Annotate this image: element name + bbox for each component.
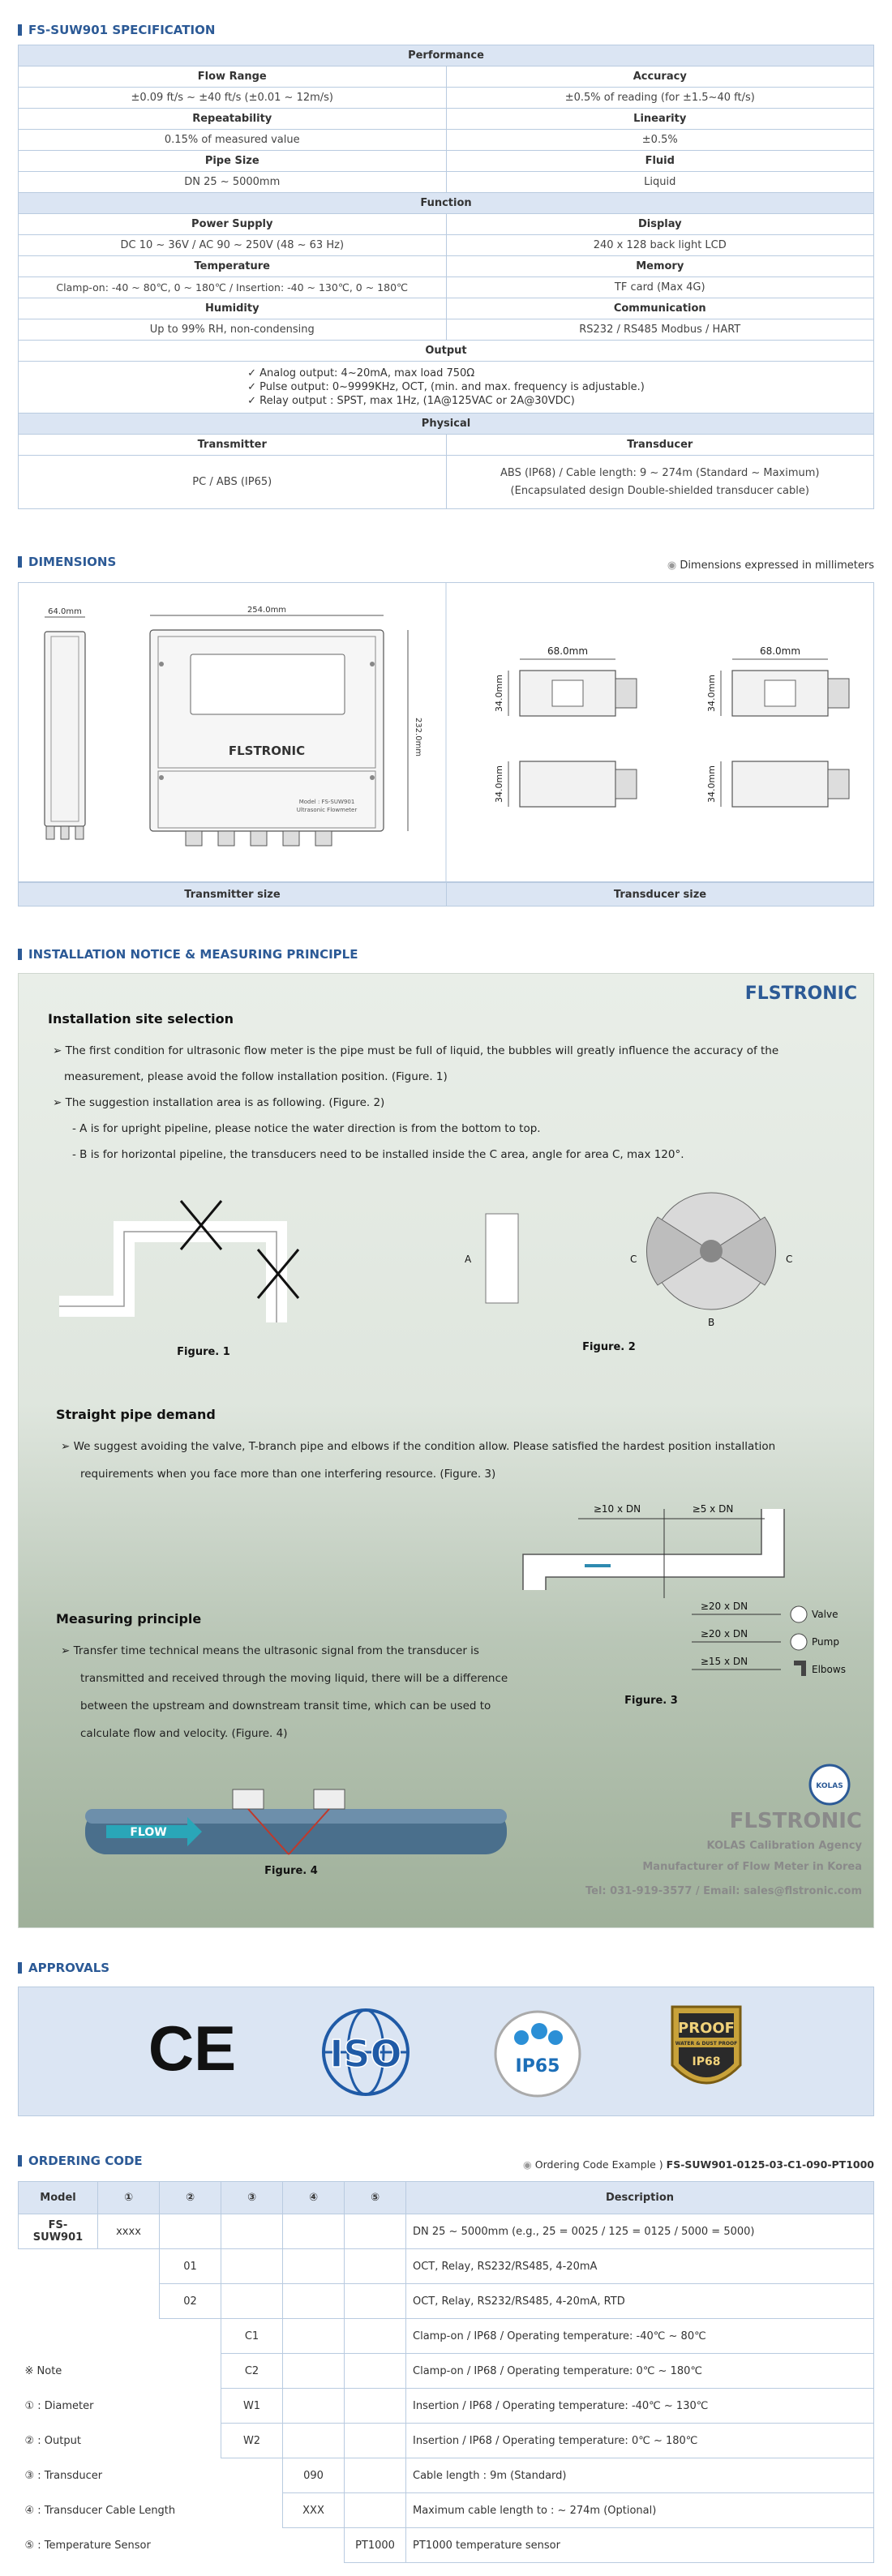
humidity-label: Humidity <box>19 298 447 319</box>
dist-15dn: ≥15 x DN <box>700 1656 748 1667</box>
dist-20dn-b: ≥20 x DN <box>700 1628 748 1639</box>
td-height-label-4: 34.0mm <box>706 765 717 803</box>
td-width-label-1: 68.0mm <box>547 645 589 657</box>
flow-range-value: ±0.09 ft/s ~ ±40 ft/s (±0.01 ~ 12m/s) <box>19 88 447 109</box>
title-bar-icon <box>18 24 22 36</box>
col-3: ③ <box>221 2182 283 2214</box>
performance-header: Performance <box>19 45 874 66</box>
transmitter-label: Transmitter <box>19 435 447 456</box>
display-label: Display <box>446 214 874 235</box>
circle-bullet-icon: ◉ <box>667 559 677 572</box>
desc-cell: PT1000 temperature sensor <box>406 2528 874 2563</box>
code-cell: 090 <box>283 2458 345 2493</box>
desc-cell: Insertion / IP68 / Operating temperature: -40℃ ~ 130℃ <box>406 2389 874 2424</box>
principle-line-2: transmitted and received through the moving liquid, there will be a difference <box>80 1672 508 1685</box>
ce-mark-icon: CE <box>148 2012 237 2084</box>
transmitter-front-view <box>150 615 408 846</box>
spec-section-title <box>18 23 215 37</box>
linearity-label: Linearity <box>446 109 874 130</box>
proof-sub-label: WATER & DUST PROOF <box>675 2041 738 2047</box>
transmitter-side-view <box>45 617 85 839</box>
title-bar-icon <box>18 2155 22 2167</box>
dist-10dn: ≥10 x DN <box>593 1503 641 1515</box>
ordering-table <box>18 2181 874 2563</box>
dimensions-section-title <box>18 555 116 569</box>
power-value: DC 10 ~ 36V / AC 90 ~ 250V (48 ~ 63 Hz) <box>19 235 447 256</box>
table-row <box>19 2319 874 2354</box>
figure-3-caption: Figure. 3 <box>624 1695 678 1707</box>
transmitter-value: PC / ABS (IP65) <box>19 456 447 509</box>
approvals-box <box>18 1987 874 2116</box>
ordering-section-title <box>18 2154 143 2168</box>
site-para-1b: measurement, please avoid the follow installation position. (Figure. 1) <box>64 1070 448 1083</box>
spec-table <box>18 45 874 509</box>
pipe-size-value: DN 25 ~ 5000mm <box>19 172 447 193</box>
dim-height-label: 232.0mm <box>414 717 422 757</box>
memory-label: Memory <box>446 256 874 277</box>
elbows-label: Elbows <box>812 1664 846 1675</box>
desc-cell: Clamp-on / IP68 / Operating temperature: 0℃ ~ 180℃ <box>406 2354 874 2389</box>
install-panel <box>18 973 874 1928</box>
figure-2-drawing <box>486 1193 776 1309</box>
desc-cell: Cable length : 9m (Standard) <box>406 2458 874 2493</box>
title-bar-icon <box>18 949 22 960</box>
figure-3-drawing <box>523 1509 807 1676</box>
table-row <box>19 2214 874 2249</box>
dimensions-title: DIMENSIONS <box>28 555 117 569</box>
note-cable-length: ④ : Transducer Cable Length <box>24 2504 176 2517</box>
td-height-label-3: 34.0mm <box>494 765 504 803</box>
display-value: 240 x 128 back light LCD <box>446 235 874 256</box>
iso-label: ISO <box>329 2032 402 2076</box>
model-cell: FS-SUW901 <box>19 2214 98 2249</box>
table-row <box>19 2493 874 2528</box>
accuracy-value: ±0.5% of reading (for ±1.5~40 ft/s) <box>446 88 874 109</box>
col-2: ② <box>160 2182 221 2214</box>
col-model: Model <box>19 2182 98 2214</box>
ip65-badge-icon <box>495 2012 580 2096</box>
proof-label: PROOF <box>678 2020 735 2037</box>
power-label: Power Supply <box>19 214 447 235</box>
table-row <box>19 2354 874 2389</box>
col-4: ④ <box>283 2182 345 2214</box>
footer-brand: FLSTRONIC <box>729 1809 862 1833</box>
principle-line-4: calculate flow and velocity. (Figure. 4) <box>80 1727 288 1740</box>
td-height-label-1: 34.0mm <box>494 675 504 712</box>
temperature-value: Clamp-on: -40 ~ 80℃, 0 ~ 180℃ / Insertion: -40 ~ 130℃, 0 ~ 180℃ <box>19 277 447 298</box>
table-row <box>19 2389 874 2424</box>
straight-para-1 <box>61 1439 775 1454</box>
principle-line-3: between the upstream and downstream transit time, which can be used to <box>80 1699 491 1712</box>
footer-agency: KOLAS Calibration Agency <box>706 1840 862 1852</box>
ordering-example-label: Ordering Code Example ) <box>534 2158 663 2171</box>
code-cell: 01 <box>160 2249 221 2284</box>
output-list <box>247 363 645 411</box>
pump-label: Pump <box>812 1636 839 1648</box>
arrow-bullet-icon: ➢ <box>53 1044 66 1057</box>
desc-cell: OCT, Relay, RS232/RS485, 4-20mA <box>406 2249 874 2284</box>
figure-2-label-c1: C <box>630 1254 637 1265</box>
note-heading: ※ Note <box>24 2364 62 2377</box>
valve-label: Valve <box>812 1609 838 1620</box>
accuracy-label: Accuracy <box>446 66 874 88</box>
ip65-label: IP65 <box>515 2056 560 2077</box>
code-cell: C1 <box>221 2319 283 2354</box>
table-row <box>19 2249 874 2284</box>
dist-5dn: ≥5 x DN <box>692 1503 734 1515</box>
code-cell: W1 <box>221 2389 283 2424</box>
install-title: INSTALLATION NOTICE & MEASURING PRINCIPLE <box>28 947 358 962</box>
desc-cell: Insertion / IP68 / Operating temperature: 0℃ ~ 180℃ <box>406 2424 874 2458</box>
dim-width-label: 254.0mm <box>247 606 287 615</box>
table-row <box>19 2284 874 2319</box>
fluid-label: Fluid <box>446 151 874 172</box>
transmitter-brand-label: FLSTRONIC <box>228 744 306 758</box>
approvals-section-title <box>18 1961 109 1975</box>
desc-cell: Maximum cable length to : ~ 274m (Optional) <box>406 2493 874 2528</box>
footer-contact: Tel: 031-919-3577 / Email: sales@flstronic.com <box>585 1885 862 1897</box>
humidity-value: Up to 99% RH, non-condensing <box>19 319 447 341</box>
ip68-label: IP68 <box>692 2055 721 2068</box>
figure-2-label-c2: C <box>786 1254 793 1265</box>
transducer-value-cell <box>446 456 874 509</box>
straight-para-1b: requirements when you face more than one interfering resource. (Figure. 3) <box>80 1468 496 1481</box>
install-brand: FLSTRONIC <box>744 984 857 1004</box>
linearity-value: ±0.5% <box>446 130 874 151</box>
transmitter-caption: Transmitter size <box>18 882 447 907</box>
transmitter-model-sub: Ultrasonic Flowmeter <box>296 807 358 813</box>
transducer-caption: Transducer size <box>446 882 874 907</box>
memory-value: TF card (Max 4G) <box>446 277 874 298</box>
col-5: ⑤ <box>345 2182 406 2214</box>
desc-cell: OCT, Relay, RS232/RS485, 4-20mA, RTD <box>406 2284 874 2319</box>
site-para-2-text: The suggestion installation area is as following. (Figure. 2) <box>65 1096 385 1109</box>
output-pulse: ✓ Pulse output: 0~9999KHz, OCT, (min. and max. frequency is adjustable.) <box>247 381 645 393</box>
flow-range-label: Flow Range <box>19 66 447 88</box>
temperature-label: Temperature <box>19 256 447 277</box>
transducer-label: Transducer <box>446 435 874 456</box>
ordering-example-value: FS-SUW901-0125-03-C1-090-PT1000 <box>666 2158 874 2171</box>
title-bar-icon <box>18 1962 22 1974</box>
col-1: ① <box>98 2182 160 2214</box>
note-output: ② : Output <box>24 2434 81 2447</box>
ordering-title: ORDERING CODE <box>28 2154 143 2168</box>
col-description: Description <box>406 2182 874 2214</box>
transducer-value-2: (Encapsulated design Double-shielded transducer cable) <box>510 484 809 497</box>
figure-4-drawing <box>85 1789 507 1854</box>
dist-20dn-a: ≥20 x DN <box>700 1601 748 1612</box>
dimensions-drawing <box>19 583 873 881</box>
code-cell: C2 <box>221 2354 283 2389</box>
output-relay: ✓ Relay output : SPST, max 1Hz, (1A@125VAC or 2A@30VDC) <box>247 395 575 407</box>
arrow-bullet-icon: ➢ <box>61 1440 74 1453</box>
dimensions-note-wrap <box>667 559 874 572</box>
figure-2-label-b: B <box>708 1317 715 1328</box>
figure-1-drawing <box>59 1201 298 1322</box>
physical-header: Physical <box>19 414 874 435</box>
td-width-label-2: 68.0mm <box>759 645 801 657</box>
arrow-bullet-icon: ➢ <box>61 1644 74 1657</box>
note-diameter: ① : Diameter <box>24 2399 94 2412</box>
site-selection-heading: Installation site selection <box>48 1011 234 1027</box>
dimensions-note: Dimensions expressed in millimeters <box>680 559 874 572</box>
circle-bullet-icon: ◉ <box>522 2158 532 2171</box>
td-height-label-2: 34.0mm <box>706 675 717 712</box>
transducer-drawings <box>508 659 849 807</box>
note-temp-sensor: ⑤ : Temperature Sensor <box>24 2539 151 2552</box>
dim-side-label: 64.0mm <box>48 607 82 616</box>
straight-pipe-heading: Straight pipe demand <box>56 1407 216 1422</box>
site-para-1a: The first condition for ultrasonic flow meter is the pipe must be full of liquid, the bubbles will greatly influence the accuracy of the <box>65 1044 779 1057</box>
desc-cell: DN 25 ~ 5000mm (e.g., 25 = 0025 / 125 = 0125 / 5000 = 5000) <box>406 2214 874 2249</box>
ordering-example <box>523 2158 874 2171</box>
site-para-4: - B is for horizontal pipeline, the transducers need to be installed inside the C area, angle for area C, max 120°. <box>72 1148 684 1161</box>
figure-1-caption: Figure. 1 <box>177 1346 230 1358</box>
note-transducer: ③ : Transducer <box>24 2469 103 2482</box>
principle-line-1-text: Transfer time technical means the ultrasonic signal from the transducer is <box>73 1644 479 1657</box>
measuring-principle-heading: Measuring principle <box>56 1611 202 1627</box>
output-analog: ✓ Analog output: 4~20mA, max load 750Ω <box>247 367 475 379</box>
transducer-value-1: ABS (IP68) / Cable length: 9 ~ 274m (Standard ~ Maximum) <box>500 466 820 479</box>
figure-4-caption: Figure. 4 <box>264 1865 318 1877</box>
table-row <box>19 2424 874 2458</box>
pipe-size-label: Pipe Size <box>19 151 447 172</box>
approval-logos <box>19 1987 873 2115</box>
communication-value: RS232 / RS485 Modbus / HART <box>446 319 874 341</box>
dimensions-box <box>18 582 874 882</box>
kolas-logo-text: KOLAS <box>816 1782 843 1790</box>
approvals-title: APPROVALS <box>28 1961 110 1975</box>
install-section-title <box>18 947 358 962</box>
output-label: Output <box>19 341 874 362</box>
table-row <box>19 2458 874 2493</box>
arrow-bullet-icon: ➢ <box>53 1096 66 1109</box>
repeatability-value: 0.15% of measured value <box>19 130 447 151</box>
fluid-value: Liquid <box>446 172 874 193</box>
function-header: Function <box>19 193 874 214</box>
table-row <box>19 2528 874 2563</box>
figure-2-caption: Figure. 2 <box>582 1341 636 1353</box>
spec-title: FS-SUW901 SPECIFICATION <box>28 23 216 37</box>
desc-cell: Clamp-on / IP68 / Operating temperature: -40℃ ~ 80℃ <box>406 2319 874 2354</box>
code-cell: xxxx <box>98 2214 160 2249</box>
figure-2-label-a: A <box>465 1254 472 1265</box>
footer-maker: Manufacturer of Flow Meter in Korea <box>642 1861 862 1873</box>
site-para-3: - A is for upright pipeline, please notice the water direction is from the bottom to top. <box>72 1122 541 1135</box>
flow-label: FLOW <box>130 1826 167 1839</box>
straight-para-1a: We suggest avoiding the valve, T-branch pipe and elbows if the condition allow. Please satisfied the hardest position installation <box>73 1440 776 1453</box>
repeatability-label: Repeatability <box>19 109 447 130</box>
output-cell <box>19 362 874 414</box>
transmitter-model-label: Model : FS-SUW901 <box>298 799 355 805</box>
code-cell: 02 <box>160 2284 221 2319</box>
code-cell: W2 <box>221 2424 283 2458</box>
code-cell: PT1000 <box>345 2528 406 2563</box>
communication-label: Communication <box>446 298 874 319</box>
principle-line-1 <box>61 1644 479 1658</box>
title-bar-icon <box>18 556 22 568</box>
code-cell: XXX <box>283 2493 345 2528</box>
